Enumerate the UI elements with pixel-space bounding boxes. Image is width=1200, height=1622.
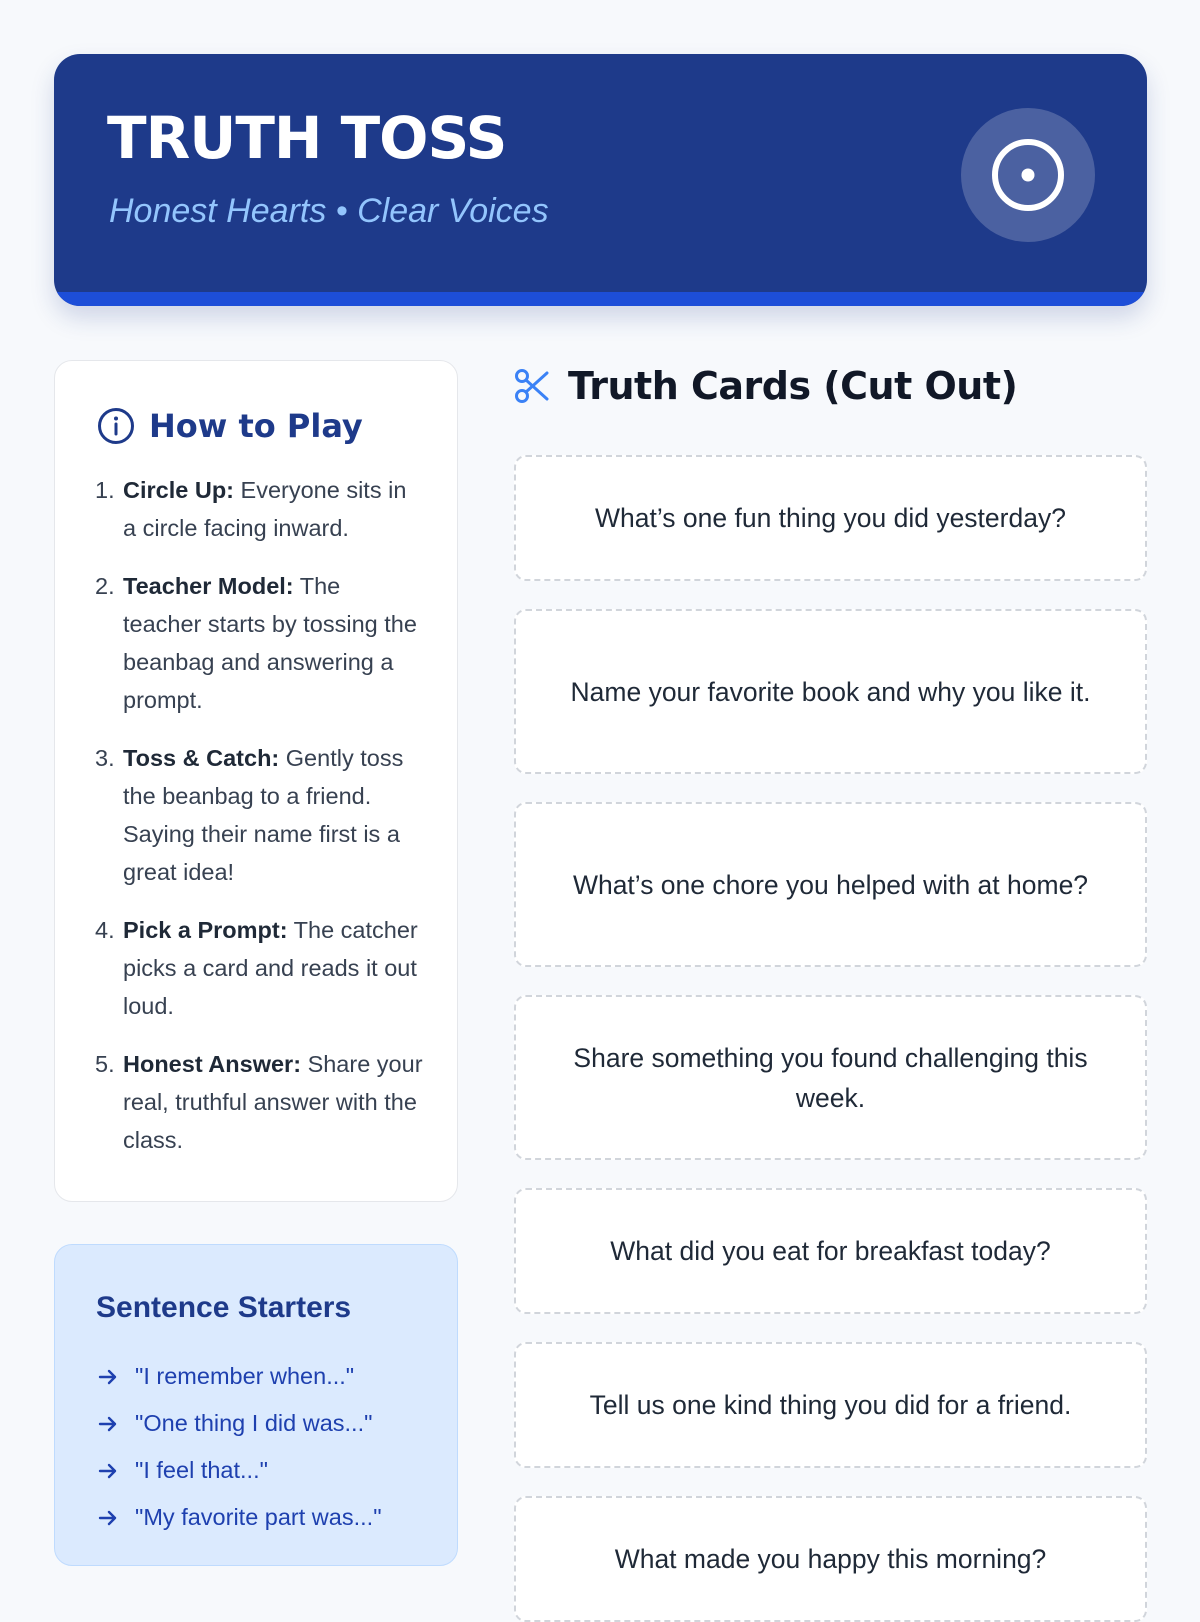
header-banner <box>54 54 1147 306</box>
step-item <box>95 567 425 719</box>
how-to-play-card <box>54 360 458 1202</box>
starter-item <box>97 1494 382 1541</box>
step-item <box>95 739 425 891</box>
page-title: TRUTH TOSS <box>107 104 507 172</box>
step-item <box>95 1045 425 1159</box>
sentence-starters-title: Sentence Starters <box>96 1291 352 1324</box>
step-text: Everyone sits in a circle facing inward. <box>123 477 407 541</box>
step-number: 3. <box>95 745 115 771</box>
step-number: 5. <box>95 1051 115 1077</box>
step-label: Pick a Prompt: <box>123 917 288 943</box>
truth-card[interactable]: Name your favorite book and why you like it. <box>514 609 1147 774</box>
truth-cards-title: Truth Cards (Cut Out) <box>568 364 1018 408</box>
step-text: Gently toss the beanbag to a friend. Saying their name first is a great idea! <box>123 745 404 885</box>
starter-text: "One thing I did was..." <box>135 1410 373 1436</box>
arrow-right-icon <box>97 1413 119 1435</box>
step-number: 1. <box>95 477 115 503</box>
starter-item <box>97 1353 382 1400</box>
how-to-play-steps <box>95 471 425 1179</box>
truth-card[interactable]: What’s one fun thing you did yesterday? <box>514 455 1147 581</box>
step-number: 4. <box>95 917 115 943</box>
truth-card[interactable]: Share something you found challenging this week. <box>514 995 1147 1160</box>
header-accent-bar <box>54 292 1147 306</box>
scissors-icon <box>514 368 550 404</box>
how-to-play-title: How to Play <box>149 407 363 445</box>
step-label: Circle Up: <box>123 477 234 503</box>
step-text: The teacher starts by tossing the beanbag and answering a prompt. <box>123 573 417 713</box>
page-subtitle: Honest Hearts • Clear Voices <box>109 192 549 230</box>
info-icon <box>97 407 135 445</box>
truth-card[interactable]: What made you happy this morning? <box>514 1496 1147 1622</box>
target-icon <box>961 108 1095 242</box>
step-label: Toss & Catch: <box>123 745 280 771</box>
how-to-play-heading <box>97 407 363 445</box>
step-item <box>95 471 425 547</box>
arrow-right-icon <box>97 1460 119 1482</box>
step-text: Share your real, truthful answer with the class. <box>123 1051 423 1153</box>
truth-card[interactable]: What’s one chore you helped with at home? <box>514 802 1147 967</box>
truth-card[interactable]: Tell us one kind thing you did for a friend. <box>514 1342 1147 1468</box>
step-label: Teacher Model: <box>123 573 294 599</box>
sentence-starters-card <box>54 1244 458 1566</box>
starter-text: "I feel that..." <box>135 1457 268 1483</box>
step-item <box>95 911 425 1025</box>
arrow-right-icon <box>97 1366 119 1388</box>
step-number: 2. <box>95 573 115 599</box>
truth-card[interactable]: What did you eat for breakfast today? <box>514 1188 1147 1314</box>
arrow-right-icon <box>97 1507 119 1529</box>
starter-text: "I remember when..." <box>135 1363 355 1389</box>
step-text: The catcher picks a card and reads it out loud. <box>123 917 418 1019</box>
step-label: Honest Answer: <box>123 1051 302 1077</box>
sentence-starters-list <box>97 1353 382 1541</box>
starter-text: "My favorite part was..." <box>135 1504 382 1530</box>
starter-item <box>97 1447 382 1494</box>
starter-item <box>97 1400 382 1447</box>
truth-cards-heading <box>514 364 1017 408</box>
